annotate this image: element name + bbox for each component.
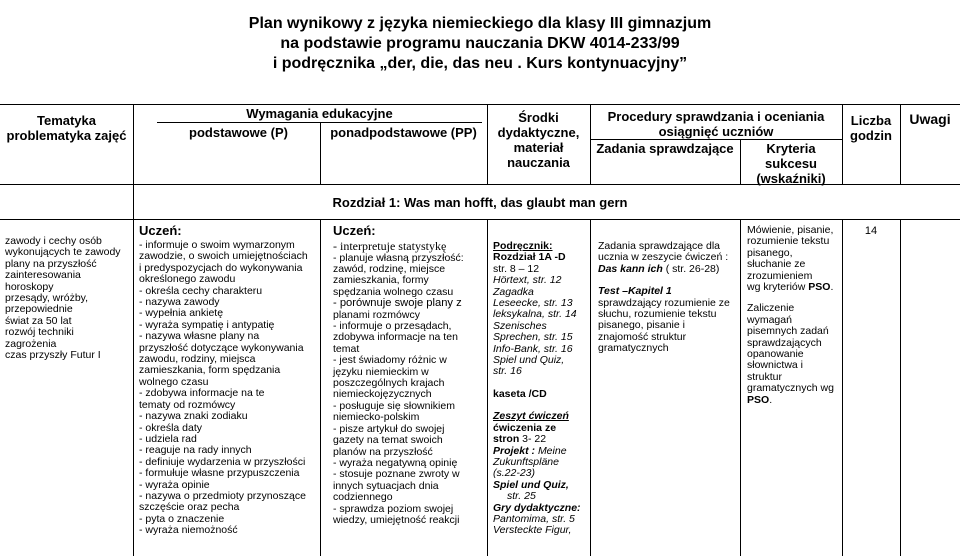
col-line-liczba-row — [842, 219, 843, 556]
header-kryteria: Kryteria sukcesu (wskaźniki) — [756, 141, 826, 186]
uczen-label: Uczeń: — [139, 223, 182, 238]
title-line-2: na podstawie programu nauczania DKW 4014-233/99 — [280, 35, 680, 52]
col-line-kryteria-row — [740, 219, 741, 556]
col-line-srodki-row — [487, 219, 488, 556]
header-wymagania: Wymagania edukacyjne — [246, 106, 393, 121]
header-procedury: Procedury sprawdzania i oceniania osiągnięć uczniów — [607, 109, 825, 139]
header-zadania: Zadania sprawdzające — [596, 141, 734, 156]
podrecznik-label: Podręcznik: — [493, 240, 553, 252]
document-title — [180, 14, 780, 74]
header-liczba: Liczba godzin — [850, 113, 892, 143]
zadania-cell: Zadania sprawdzające dla ucznia w zeszycie ćwiczeń : Das kann ich ( str. 26-28) Test –Kapitel 1 sprawdzający rozumienie ze słuchu, rozumienie tekstu pisanego, pisanie i znajomość struktur gramatycznych — [598, 240, 730, 355]
col-line-1 — [133, 104, 134, 556]
chapter-bottom-border — [0, 219, 960, 220]
chapter-heading: Rozdział 1: Was man hofft, das glaubt man gern — [332, 195, 628, 210]
kryteria-cell: Mówienie, pisanie, rozumienie tekstu pisanego, słuchanie ze zrozumieniem wg kryteriów PSO. Zaliczenie wymagań pisemnych zadań sprawdzających opanowanie słownictwa i struktur gramatycznych wg PSO. — [747, 224, 834, 406]
ponadpodstawowe-cell: Uczeń: - interpretuje statystykę - planuje własną przyszłość: zawód, rodzinę, miejsce zamieszkania, formy spędzania wolnego czasu - porównuje swoje plany z planami rozmówcy - informuje o przesądach, zdobywa informacje na ten temat - jest świadomy różnic w języku niemieckim w poszczególnych krajach niemieckojęzycznych - posługuje się słownikiem niemiecko-polskim - pisze artykuł do swojej gazety na temat swoich planów na przyszłość - wyraża negatywną opinię - stosuje poznane zwroty w innych sytuacjach dnia codziennego - sprawdza poziom swojej wiedzy, umiejętność reakcji — [333, 224, 487, 526]
header-tematyka: Tematyka problematyka zajęć — [6, 113, 127, 143]
col-line-pp-row — [320, 219, 321, 556]
title-line-3: i podręcznika „der, die, das neu . Kurs kontynuacyjny” — [272, 55, 688, 72]
title-line-1: Plan wynikowy z języka niemieckiego dla klasy III gimnazjum — [248, 15, 712, 32]
podstawowe-cell: Uczeń: - informuje o swoim wymarzonym zawodzie, o swoich umiejętnościach i predyspozycjach do wykonywania określonego zawodu - określa cechy charakteru - nazywa zawody - wypełnia ankietę - wyraża sympatię i antypatię - nazywa własne plany na przyszłość dotyczące wykonywania zawodu, rodziny, miejsca zamieszkania, form spędzania wolnego czasu - zdobywa informacje na te tematy od rozmówcy - nazywa znaki zodiaku - określa daty - udziela rad - reaguje na rady innych - definiuje wydarzenia w przyszłości - formułuje własne przypuszczenia - wyraża opinie - nazywa o przedmioty przynoszące szczęście oraz pecha - pyta o znaczenie - wyraża niemożność — [139, 224, 319, 537]
tematyka-cell: zawody i cechy osób wykonujących te zawody plany na przyszłość zainteresowania horoskopy przesądy, wróżby, przepowiednie świat za 50 lat rozwój techniki zagrożenia czas przyszły Futur I — [5, 235, 121, 362]
col-line-uwagi-row — [900, 219, 901, 556]
header-podstawowe: podstawowe (P) — [189, 125, 288, 140]
table-top-border — [0, 104, 960, 105]
header-uwagi: Uwagi — [909, 111, 951, 127]
liczba-godzin-value: 14 — [864, 225, 878, 237]
header-ponadpodstawowe: ponadpodstawowe (PP) — [330, 125, 477, 140]
procedury-underline — [590, 139, 842, 140]
col-line-zadania-row — [590, 219, 591, 556]
srodki-cell: Podręcznik: Rozdział 1A -D str. 8 – 12 Hörtext, str. 12 Zagadka Leseecke, str. 13 leksykalna, str. 14 Szenisches Sprechen, str. 15 Info-Bank, str. 16 Spiel und Quiz, str. 16 kaseta /CD Zeszyt ćwiczeń ćwiczenia ze stron 3- 22 Projekt : Meine Zukunftspläne (s.22-23) Spiel und Quiz, str. 25 Gry dydaktyczne: Pantomima, str. 5 Versteckte Figur, — [493, 241, 589, 537]
header-srodki: Środki dydaktyczne, materiał nauczania — [497, 110, 580, 170]
uczen-label: Uczeń: — [333, 223, 376, 238]
